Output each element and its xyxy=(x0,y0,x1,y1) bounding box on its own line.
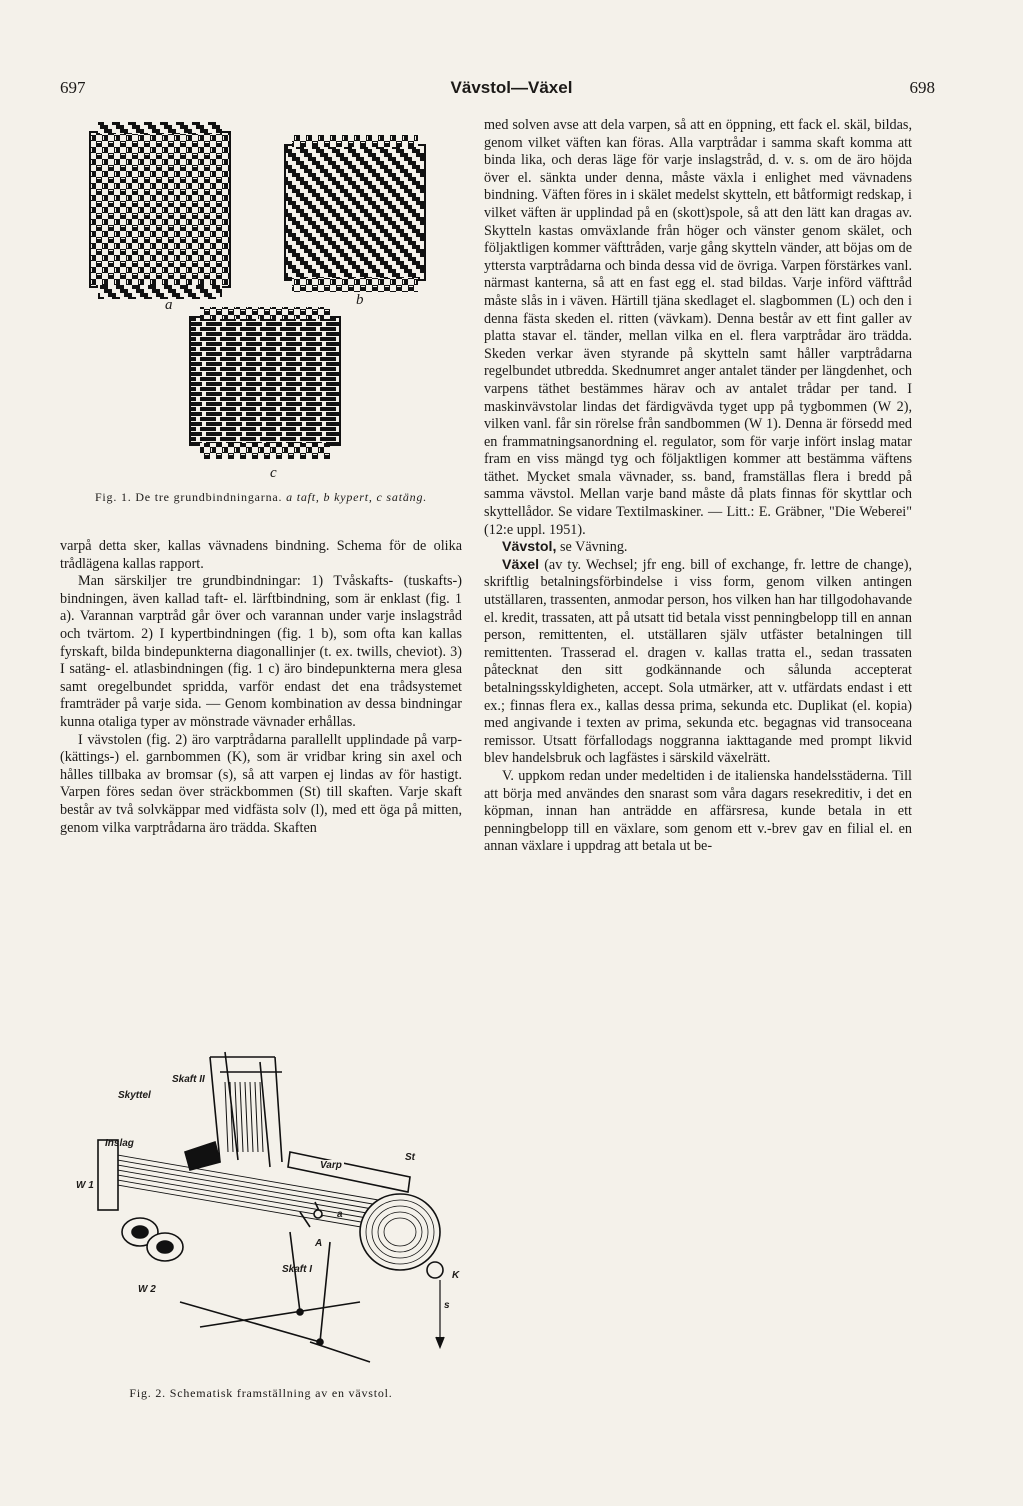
page-number-right: 698 xyxy=(909,78,935,97)
page-number-left: 697 xyxy=(60,78,86,97)
right-paragraph-4: V. uppkom redan under medeltiden i de italienska handelsstäderna. Till att börja med användes den snarast som våra dagars resekreditiv, i det en köpman, innan han anträdde en affärsresa, kunde betala in ett penningbelopp till en växlare, som genom ett v.-brev gav en filial el. en annan växlare i uppdrag att betala ut be- xyxy=(484,767,912,855)
label-skyttel: Skyttel xyxy=(118,1090,151,1101)
fig1-label-a: a xyxy=(165,297,173,313)
label-skaft-ii: Skaft II xyxy=(172,1074,205,1085)
fig1-label-c: c xyxy=(270,465,277,481)
label-inslag: Inslag xyxy=(105,1138,134,1149)
left-paragraph-1: varpå detta sker, kallas vävnadens bindning. Schema för de olika trådlägena kallas rapport. xyxy=(60,538,462,572)
label-s: s xyxy=(444,1300,450,1311)
figure-loom xyxy=(60,1042,462,1382)
fig1-caption-rest: a taft, b kypert, c satäng. xyxy=(286,490,428,504)
entry-vaxel-term: Växel xyxy=(502,556,540,573)
label-st: St xyxy=(405,1152,415,1163)
fig2-caption: Fig. 2. Schematisk framställning av en vävstol. xyxy=(129,1386,393,1400)
label-k: K xyxy=(452,1270,460,1281)
right-column xyxy=(484,117,912,856)
left-column xyxy=(60,538,462,837)
page-title: Vävstol—Växel xyxy=(450,78,573,97)
entry-vavstol-term: Vävstol, xyxy=(502,539,557,556)
label-w2: W 2 xyxy=(138,1284,156,1295)
entry-vavstol-text: se Vävning. xyxy=(559,539,628,556)
fig1-caption-prefix: Fig. 1. De tre grundbindningarna. xyxy=(94,490,283,504)
label-skaft-i: Skaft I xyxy=(282,1264,313,1275)
figure-weave-bindings xyxy=(60,117,462,507)
left-paragraph-2: Man särskiljer tre grundbindningar: 1) Tvåskafts- (tuskafts-) bindningen, även kallad taft- el. lärftbindning, som är enklast (fig. 1 a). Varannan varptråd går över och varannan under varje inslagstråd och tvärtom. 2) I kypertbindningen (fig. 1 b), som ofta kan kallas fyrskaft, bilda bindepunkterna diagonallinjer (t. ex. twills, cheviot). 3) I satäng- el. atlasbindningen (fig. 1 c) äro bindepunkterna mera glesa samt oregelbundet spridda, varför endast det ena trådsystemet framträder på varje sida. — Genom kombination av dessa bindningar kunna otaliga typer av mönstrade vävnader erhållas. xyxy=(60,573,462,730)
fig1-caption xyxy=(60,490,462,505)
weave-illustration xyxy=(60,117,462,507)
entry-vavstol xyxy=(484,539,912,557)
label-varp: Varp xyxy=(320,1160,342,1171)
right-paragraph-1: med solven avse att dela varpen, så att en öppning, ett fack el. skäl, bildas, genom vilket väften kan föras. Alla varptrådar i samma skaft komma att binda lika, och deras läge för varje inslagstråd, d. v. s. om de äro höjda över el. sänkta under denna, måste växla i enlighet med vävnadens bindning. Väften föres in i skälet medelst skytteln, ett båtformigt redskap, i vilket väften är upplindad på en (skott)spole, så att den lätt kan dragas av. Skytteln kastas omväxlande från höger och vänster genom skälet, och följaktligen kommer väfttråden, varje gång skytteln vänder, att böjas om de yttersta varptrådarna och binda dessa vid de övriga. Varpen förstärkes vanl. närmast kanterna, så att en fast egg el. stad bildas. Varje införd väfttråd måste slås in i väven. Härtill tjäna skedlaget el. slagbommen (L) och den i denna fästa skeden el. ritten (vävkam). Denna består av ett fint galler av platta stavar el. tänder, mellan vilka en el. flera varptrådar äro trädda. Skeden verkar även styrande på skytteln samt håller varptrådarna regelbundet utbredda. Skednumret anger antalet tänder per längdenhet, och varpens täthet bestämmes härav och av antalet trådar per tand. I maskinvävstolar lindas det färdigvävda tyget upp på tygbommen (W 2), vilken vanl. får sin rörelse från sandbommen (W 1). Denna är försedd med en frammatningsanordning el. regulator, som för varje infört inslag matar fram en viss mängd tyg och följaktligen kommer att bestämma väftens täthet. Mycket smala vävnader, ss. band, framställas flera i bredd på samma vävstol. Mellan varje band måste då plats finnas för skyttlar och skyttellådor. Se vidare Textilmaskiner. — Litt.: E. Gräbner, "Die Weberei" (12:e uppl. 1951). xyxy=(484,117,912,538)
entry-vaxel-text: (av ty. Wechsel; jfr eng. bill of exchange, fr. lettre de change), skriftlig betalningsförbindelse i viss form, genom vilken antingen utställaren, trassenten, anmodar person, hos vilken han har tillgodohavande el. kredit, trassaten, att på utsatt tid betala visst penningbelopp till en annan person, remittenten, el. utställaren själv utfäster betalningen till remittenten. Trasserad el. dragen v. kallas tratta el., sedan trassaten påtecknat den sitt godkännande och sålunda accepterat betalningsskyldigheten, accept. Sola utmärker, att v. utfärdats endast i ett ex.; finnas flera ex., kallas dessa prima, sekunda etc. Duplikat (el. kopia) med angivande i texten av prima, sekunda etc. begagnas vid transoceana remissor. Utsatt förfallodags noggranna iakttagande med prompt likvid blev handelsbruk och lagfästes i särskild växelrätt. xyxy=(484,556,912,767)
entry-vaxel xyxy=(484,557,912,768)
label-a-capital: A xyxy=(315,1238,323,1249)
label-w1: W 1 xyxy=(76,1180,94,1191)
left-paragraph-3: I vävstolen (fig. 2) äro varptrådarna parallellt upplindade på varp- (kättings-) el. garnbommen (K), som är vridbar kring sin axel och hålles tillbaka av bromsar (s), så att varpen ej lindas av för hastigt. Varpen föres sedan över sträckbommen (St) till skaften. Varje skaft består av två solvkäppar med vidfästa solv (l), med ett öga på mitten, genom vilka varptrådarna äro trädda. Skaften xyxy=(60,731,462,836)
label-a-small: a xyxy=(337,1209,343,1220)
fig1-label-b: b xyxy=(356,292,364,308)
